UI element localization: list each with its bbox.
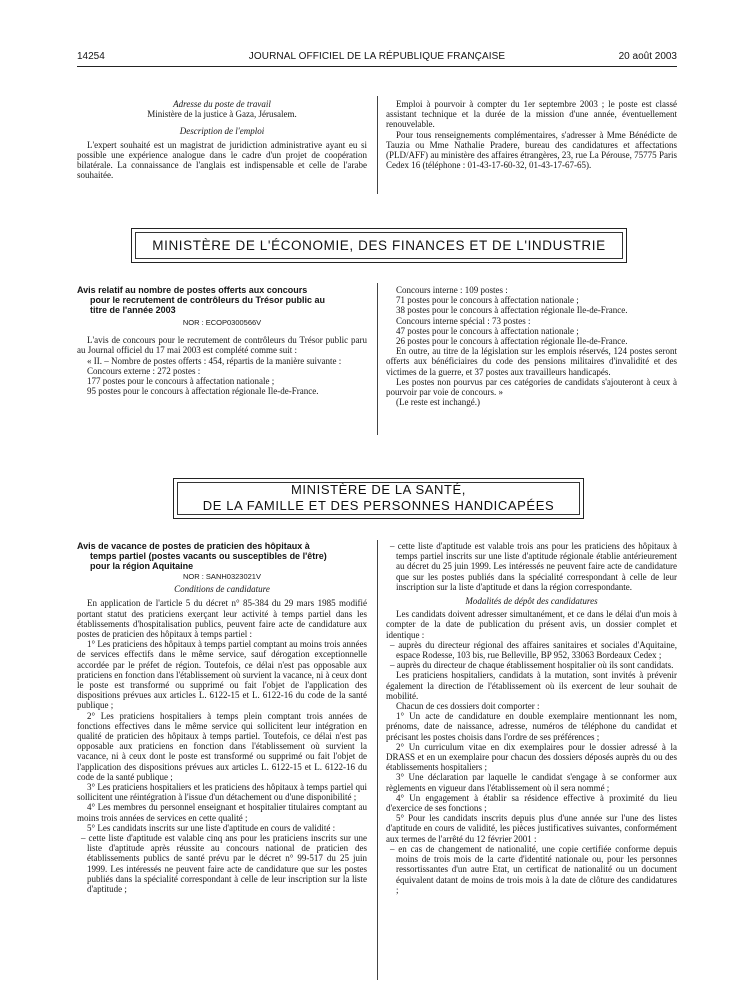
ministry-health-box xyxy=(173,478,584,519)
externe-regional: 95 postes pour le concours à affectation régionale Ile-de-France. xyxy=(87,386,319,397)
column-divider-avis2 xyxy=(377,540,378,980)
concours-interne-special: Concours interne spécial : 73 postes : xyxy=(396,315,531,326)
ministry-economy-name: MINISTÈRE DE L'ÉCONOMIE, DES FINANCES ET DE L'INDUSTRIE xyxy=(152,238,606,253)
avis-praticiens-right xyxy=(386,541,677,981)
piece-4: 4° Un engagement à établir sa résidence effective à proximité du lieu d'exercice de ses fonctions ; xyxy=(386,792,677,814)
address-text: Ministère de la justice à Gaza, Jérusalem. xyxy=(147,109,297,120)
page-number: 14254 xyxy=(77,51,105,62)
page-header xyxy=(77,49,677,65)
piece-1: 1° Un acte de candidature en double exemplaire mentionnant les nom, prénoms, date de naissance, adresse, numéros de téléphone du candidat et précisant les postes choisis dans l'ordre de ses préférences ; xyxy=(386,711,677,742)
conditions-title: Conditions de candidature xyxy=(174,584,270,595)
concours-interne: Concours interne : 109 postes : xyxy=(396,285,508,295)
interne-regional: 38 postes pour le concours à affectation régionale Ile-de-France. xyxy=(396,305,628,316)
ministry-economy-box xyxy=(131,228,627,263)
dossier-contenu: Chacun de ces dossiers doit comporter : xyxy=(396,701,540,712)
avis-controleurs-total: « II. – Nombre de postes offerts : 454, répartis de la manière suivante : xyxy=(87,355,342,366)
journal-title: JOURNAL OFFICIEL DE LA RÉPUBLIQUE FRANÇAISE xyxy=(248,51,506,62)
ministry-health-line1: MINISTÈRE DE LA SANTÉ, xyxy=(290,482,466,497)
condition-5a: – cette liste d'aptitude est valable cinq ans pour les praticiens inscrits sur une liste d'aptitude après réussite au concours national de praticien des établissements publics de santé prévu par le décret n° 99-517 du 25 juin 1999. Les intéressés ne peuvent faire acte de candidature que sur les postes publiés dans la spécialité correspondant à celle de leur inscription sur la liste d'aptitude ; xyxy=(81,833,367,895)
condition-4: 4° Les membres du personnel enseignant et hospitalier titulaires comptant au moins trois années de services en cette qualité ; xyxy=(77,802,367,823)
top-right-column xyxy=(386,99,677,195)
job-description-title: Description de l'emploi xyxy=(179,126,265,137)
piece-5a: – en cas de changement de nationalité, une copie certifiée conforme depuis moins de trois mois de la carte d'identité nationale ou, pour les personnes ressortissantes d'un autre Etat, un certificat de nationalité ou un document équivalent datant de moins de trois mois à la date de clôture des candidatures ; xyxy=(390,843,677,895)
special-national: 47 postes pour le concours à affectation nationale ; xyxy=(396,325,579,336)
reste-inchange: (Le reste est inchangé.) xyxy=(396,397,480,408)
special-regional: 26 postes pour le concours à affectation régionale Ile-de-France. xyxy=(396,336,628,347)
avis-controleurs-heading: Avis relatif au nombre de postes offerts aux concours pour le recrutement de contrôleurs du Trésor public au titre de l'année 2003 xyxy=(77,285,326,315)
depot-etablissement: – auprès du directeur de chaque établissement hospitalier où ils sont candidats. xyxy=(390,660,674,671)
condition-3: 3° Les praticiens hospitaliers et les praticiens des hôpitaux à temps partiel qui sollicitent une réintégration à l'issue d'un détachement ou d'une disponibilité ; xyxy=(77,782,367,803)
header-rule xyxy=(77,66,677,67)
conditions-intro: En application de l'article 5 du décret n° 85-384 du 29 mars 1985 modifié portant statut des praticiens exerçant leur activité à temps partiel dans les établissements d'hospitalisation publics, peuvent faire acte de candidature aux postes de praticien des hôpitaux à temps partiel : xyxy=(77,598,367,640)
depot-intro: Les candidats doivent adresser simultanément, et ce dans le délai d'un mois à compter de la date de publication du présent avis, un dossier complet et identique : xyxy=(386,609,677,640)
postes-non-pourvus: Les postes non pourvus par ces catégories de candidats s'ajouteront à ceux à pourvoir par voie de concours. » xyxy=(386,376,677,398)
interne-national: 71 postes pour le concours à affectation nationale ; xyxy=(396,295,579,306)
depot-title: Modalités de dépôt des candidatures xyxy=(465,596,598,607)
concours-externe: Concours externe : 272 postes : xyxy=(87,365,201,376)
externe-national: 177 postes pour le concours à affectation nationale ; xyxy=(87,376,275,387)
avis-controleurs-left xyxy=(77,285,367,430)
job-start-text: Emploi à pourvoir à compter du 1er septembre 2003 ; le poste est classé assistant technique et la durée de la mission d'une année, éventuellement renouvelable. xyxy=(386,99,677,130)
depot-mutation: Les praticiens hospitaliers, candidats à la mutation, sont invités à prévenir également la direction de l'établissement où ils exercent de leur souhait de mobilité. xyxy=(386,670,677,701)
depot-drass: – auprès du directeur régional des affaires sanitaires et sociales d'Aquitaine, espace Rodesse, 103 bis, rue Belleville, BP 952, 33063 Bordeaux Cedex ; xyxy=(390,639,677,661)
column-divider-top xyxy=(377,96,378,194)
top-left-column xyxy=(77,99,367,191)
avis-praticiens-left xyxy=(77,541,367,977)
piece-3: 3° Une déclaration par laquelle le candidat s'engage à se conformer aux règlements en vigueur dans l'établissement où il sera nommé ; xyxy=(386,772,677,793)
ministry-health-line2: DE LA FAMILLE ET DES PERSONNES HANDICAPÉES xyxy=(202,498,555,513)
piece-2: 2° Un curriculum vitae en dix exemplaires pour le dossier adressé à la DRASS et en un exemplaire pour chacun des dossiers déposés auprès du ou des établissements hospitaliers ; xyxy=(386,741,677,773)
condition-1: 1° Les praticiens des hôpitaux à temps partiel comptant au moins trois années de services effectifs dans le même service, sauf dérogation exceptionnelle accordée par le préfet de région. Toutefois, ce délai n'est pas opposable aux praticiens en fonction dans l'établissement où survient la vacance, ni à ceux dont le poste est transformé ou supprimé ou fait l'objet de l'application des dispositions prévues aux articles L. 6122-15 et L. 6122-16 du code de la santé publique ; xyxy=(77,639,367,711)
piece-5: 5° Pour les candidats inscrits depuis plus d'une année sur l'une des listes d'aptitude en cours de validité, les pièces justificatives suivantes, conformément aux termes de l'arrêté du 12 février 2001 : xyxy=(386,813,677,844)
nor-reference-2: NOR : SANH0323021V xyxy=(183,572,261,581)
avis-controleurs-right xyxy=(386,285,677,435)
nor-reference: NOR : ECOP0300566V xyxy=(182,318,262,327)
job-description-text: L'expert souhaité est un magistrat de juridiction administrative ayant eu si possible une expérience analogue dans le cadre d'un projet de coopération bilatérale. La connaissance de l'anglais est indispensable et celle de l'arabe souhaitée. xyxy=(77,139,367,181)
address-title: Adresse du poste de travail xyxy=(173,99,271,109)
avis-controleurs-intro: L'avis de concours pour le recrutement de contrôleurs du Trésor public paru au Journal officiel du 17 mai 2003 est complété comme suit : xyxy=(77,335,367,356)
column-divider-avis1 xyxy=(377,283,378,435)
condition-5b: – cette liste d'aptitude est valable trois ans pour les praticiens des hôpitaux à temps partiel inscrits sur une liste d'aptitude régionale établie antérieurement au décret du 25 juin 1999. Les intéressés ne peuvent faire acte de candidature que sur les postes publiés dans la spécialité correspondant à celle de leur inscription sur la liste d'aptitude et dans la région correspondante. xyxy=(390,541,677,592)
avis-praticiens-heading: Avis de vacance de postes de praticien des hôpitaux à temps partiel (postes vacants ou susceptibles de l'être) pour la région Aquitaine xyxy=(77,541,327,571)
issue-date: 20 août 2003 xyxy=(618,51,677,62)
condition-5: 5° Les candidats inscrits sur une liste d'aptitude en cours de validité : xyxy=(87,822,336,833)
contact-text: Pour tous renseignements complémentaires, s'adresser à Mme Bénédicte de Tauzia ou Mme Nathalie Pradere, bureau des candidatures et affectations (PLD/AFF) au ministère des affaires étrangères, 23, rue La Pérouse, 75775 Paris Cedex 16 (téléphone : 01-43-17-60-32, 01-43-17-67-65). xyxy=(386,129,677,171)
emplois-reserves: En outre, au titre de la législation sur les emplois réservés, 124 postes seront offerts aux bénéficiaires du code des pensions militaires d'invalidité et des victimes de la guerre, et 37 postes aux travailleurs handicapés. xyxy=(386,346,677,377)
condition-2: 2° Les praticiens hospitaliers à temps plein comptant trois années de fonctions effectives dans le même service qui sollicitent leur intégration en qualité de praticien des hôpitaux à temps partiel. Toutefois, ce délai n'est pas opposable aux praticiens en fonction dans l'établissement où survient la vacance, ni à ceux dont le poste est transformé ou supprimé ou fait l'objet de l'application des dispositions prévues aux articles L. 6122-15 et L. 6122-16 du code de la santé publique ; xyxy=(77,710,367,782)
